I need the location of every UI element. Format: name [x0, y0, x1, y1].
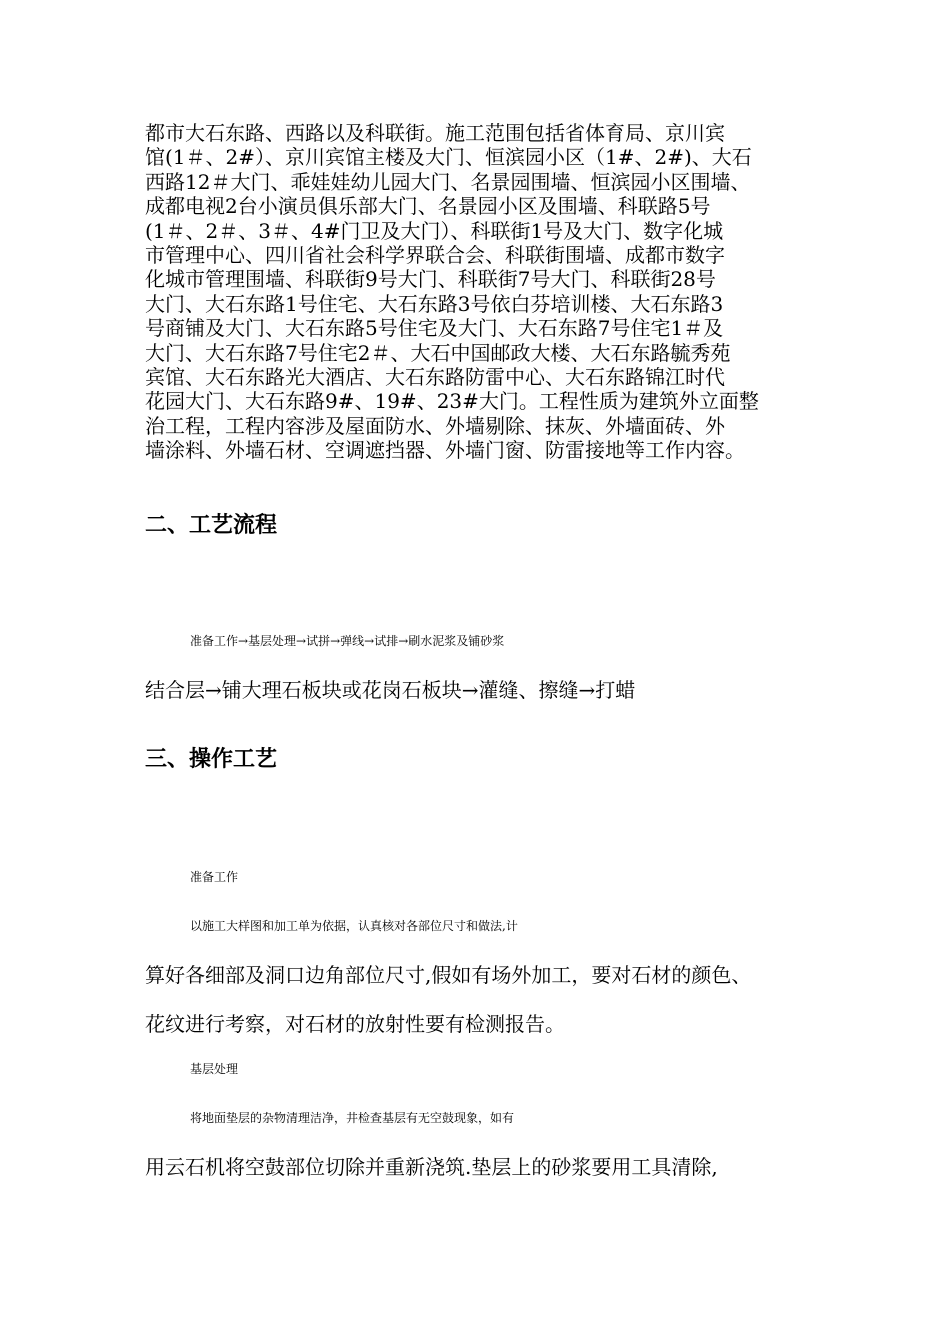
intro-line: 花园大门、大石东路9#、19#、23#大门。工程性质为建筑外立面整: [145, 389, 759, 414]
intro-line: 号商铺及大门、大石东路5号住宅及大门、大石东路7号住宅1＃及: [145, 316, 724, 341]
intro-line: 成都电视2台小演员俱乐部大门、名景园小区及围墙、科联路5号: [145, 194, 711, 219]
intro-line: 大门、大石东路7号住宅2＃、大石中国邮政大楼、大石东路毓秀苑: [145, 340, 731, 365]
subsection-title-base-treatment: 基层处理: [190, 1062, 239, 1076]
intro-line: (1＃、2＃、3＃、4#门卫及大门）、科联街1号及大门、数字化城: [145, 218, 724, 243]
intro-line: 化城市管理围墙、科联街9号大门、科联街7号大门、科联街28号: [145, 267, 716, 292]
intro-line: 市管理中心、四川省社会科学界联合会、科联街围墙、成都市数字: [145, 243, 725, 268]
intro-line: 馆(1＃、2#）、京川宾馆主楼及大门、恒滨园小区（1#、2#)、大石: [145, 145, 752, 170]
preparation-line-3: 花纹进行考察，对石材的放射性要有检测报告。: [145, 1012, 565, 1036]
section-heading-process-flow: 二、工艺流程: [145, 512, 278, 538]
intro-line: 都市大石东路、西路以及科联街。施工范围包括省体育局、京川宾: [145, 121, 725, 145]
intro-line: 治工程，工程内容涉及屋面防水、外墙剔除、抹灰、外墙面砖、外: [145, 413, 725, 438]
intro-line: 墙涂料、外墙石材、空调遮挡器、外墙门窗、防雷接地等工作内容。: [145, 438, 745, 463]
subsection-title-preparation: 准备工作: [190, 870, 239, 884]
preparation-line-1: 以施工大样图和加工单为依据，认真核对各部位尺寸和做法,计: [190, 919, 518, 933]
intro-line: 西路12＃大门、乖娃娃幼儿园大门、名景园围墙、恒滨园小区围墙、: [145, 169, 751, 194]
project-scope-paragraph: [145, 121, 817, 463]
section-heading-operation-process: 三、操作工艺: [145, 746, 278, 772]
intro-line: 宾馆、大石东路光大酒店、大石东路防雷中心、大石东路锦江时代: [145, 365, 725, 390]
base-treatment-line-2: 用云石机将空鼓部位切除并重新浇筑.垫层上的砂浆要用工具清除,: [145, 1155, 718, 1179]
process-flow-line-2: 结合层→铺大理石板块或花岗石板块→灌缝、擦缝→打蜡: [145, 678, 636, 702]
process-flow-line-1: 准备工作→基层处理→试拼→弹线→试排→刷水泥浆及铺砂浆: [190, 634, 505, 648]
preparation-line-2: 算好各细部及洞口边角部位尺寸,假如有场外加工，要对石材的颜色、: [145, 963, 752, 987]
intro-line: 大门、大石东路1号住宅、大石东路3号依白芬培训楼、大石东路3: [145, 291, 724, 316]
base-treatment-line-1: 将地面垫层的杂物清理洁净，井检查基层有无空鼓现象，如有: [190, 1111, 515, 1125]
